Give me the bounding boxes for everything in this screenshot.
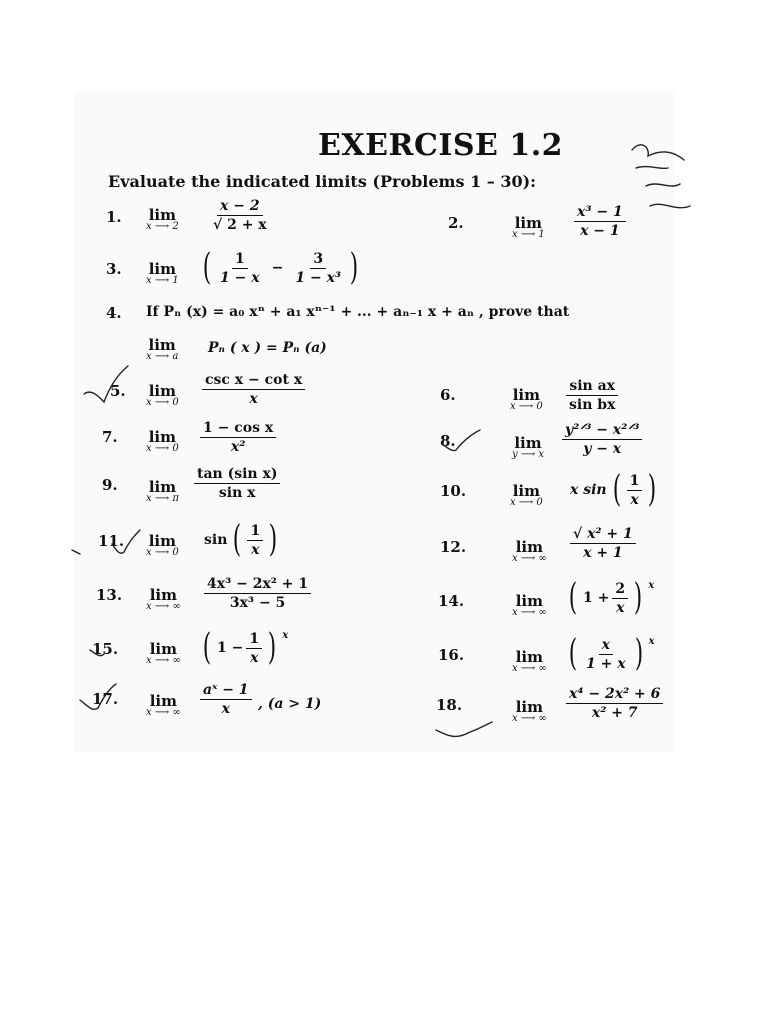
problem-2-number: 2. <box>448 214 464 232</box>
problem-11-lim: lim x ⟶ 0 <box>146 532 179 558</box>
problem-16-number: 16. <box>438 646 465 664</box>
problem-6-fraction: $\frac{\text{sin ax}}{\text{sin bx}}$ <box>566 378 618 413</box>
problem-11-number: 11. <box>98 532 125 550</box>
problem-13-lim: lim x ⟶ ∞ <box>146 586 181 612</box>
check-mark-8-icon <box>442 430 480 451</box>
problem-4-statement: If Pₙ (x) = a₀ xⁿ + a₁ xⁿ⁻¹ + ... + aₙ₋₁ x + aₙ , prove that <box>146 304 570 320</box>
problem-16-lim: lim x ⟶ ∞ <box>512 648 547 674</box>
problem-2-lim: lim x ⟶ 1 <box>512 214 545 240</box>
problem-14-lim: lim x ⟶ ∞ <box>512 592 547 618</box>
check-mark-17-icon <box>80 684 119 709</box>
problem-10-expression: x sin ( $\frac{1}{x}$ ) <box>570 469 657 510</box>
problem-15-number: 15. <box>92 640 119 658</box>
margin-dash-icon <box>72 550 80 554</box>
problem-3-lim: lim x ⟶ 1 <box>146 260 179 286</box>
problem-1-number: 1. <box>106 208 122 226</box>
problem-14-expression: ( 1 + $\frac{2}{x}$ ) $^x$ <box>568 577 655 618</box>
check-mark-18-icon <box>436 722 492 736</box>
problem-17-lim: lim x ⟶ ∞ <box>146 692 181 718</box>
instruction-range: (Problems 1 – 30): <box>372 172 537 191</box>
problem-5-number: 5. <box>110 382 126 400</box>
problem-4-lim: lim x ⟶ a <box>146 336 179 362</box>
problem-7-number: 7. <box>102 428 118 446</box>
exercise-title: EXERCISE 1.2 <box>318 128 564 163</box>
problem-3-number: 3. <box>106 260 122 278</box>
check-mark-15-icon <box>90 650 104 656</box>
problem-2-fraction: $\frac{\text{x³ − 1}}{x - 1}$ <box>574 204 626 239</box>
problem-10-lim: lim x ⟶ 0 <box>510 482 543 508</box>
problem-14-number: 14. <box>438 592 465 610</box>
problem-12-lim: lim x ⟶ ∞ <box>512 538 547 564</box>
problem-3-expression: ( $\frac{1}{1 - x}$ − $\frac{3}{\text{1 − x³}}$ ) <box>202 247 359 288</box>
check-mark-11-icon <box>112 530 140 553</box>
problem-10-number: 10. <box>440 482 467 500</box>
problem-17-fraction: $\frac{\text{aˣ − 1}}{x}$ <box>200 682 252 717</box>
problem-12-number: 12. <box>440 538 467 556</box>
problem-12-fraction: $\frac{\text{√ x² + 1}}{x + 1}$ <box>570 526 636 561</box>
problem-9-lim: lim x ⟶ π <box>146 478 179 504</box>
problem-6-number: 6. <box>440 386 456 404</box>
problem-8-fraction: y²ᐟ³ − x²ᐟ³ y − x <box>562 422 642 457</box>
problem-8-number: 8. <box>440 432 456 450</box>
problem-13-number: 13. <box>96 586 123 604</box>
problem-9-fraction: $\frac{\text{tan (sin x)}}{\text{sin x}}$ <box>194 466 280 501</box>
problem-17-condition: , (a > 1) <box>258 696 322 712</box>
check-mark-5-icon <box>84 366 128 402</box>
problem-15-expression: ( 1 − $\frac{1}{x}$ ) $^x$ <box>202 627 289 668</box>
problem-18-lim: lim x ⟶ ∞ <box>512 698 547 724</box>
problem-4-number: 4. <box>106 304 122 322</box>
problem-4-expression: Pₙ ( x ) = Pₙ (a) <box>208 340 327 356</box>
problem-5-lim: lim x ⟶ 0 <box>146 382 179 408</box>
problem-1-lim: lim x ⟶ 2 <box>146 206 179 232</box>
margin-scribble-icon <box>632 145 690 208</box>
problem-18-number: 18. <box>436 696 463 714</box>
problem-15-lim: lim x ⟶ ∞ <box>146 640 181 666</box>
problem-8-lim: lim y ⟶ x <box>512 434 544 460</box>
instruction-lead: Evaluate the indicated limits <box>108 172 367 191</box>
problem-18-fraction: $\frac{\text{x⁴ − 2x² + 6}}{\text{x² + 7}}$ <box>566 686 663 721</box>
problem-6-lim: lim x ⟶ 0 <box>510 386 543 412</box>
problem-16-expression: ( $\frac{x}{1 + x}$ ) $^x$ <box>568 633 655 674</box>
problem-17-number: 17. <box>92 690 119 708</box>
problem-7-fraction: $\frac{\text{1 − cos x}}{\text{x²}}$ <box>200 420 276 455</box>
problem-7-lim: lim x ⟶ 0 <box>146 428 179 454</box>
problem-1-fraction: $\frac{x - 2}{√ 2 + x}$ <box>213 198 267 233</box>
problem-13-fraction: $\frac{\text{4x³ − 2x² + 1}}{\text{3x³ − 5}}$ <box>204 576 311 611</box>
problem-11-expression: sin ( $\frac{1}{x}$ ) <box>204 519 278 560</box>
problem-9-number: 9. <box>102 476 118 494</box>
problem-5-fraction: csc x − cot x x <box>202 372 305 407</box>
